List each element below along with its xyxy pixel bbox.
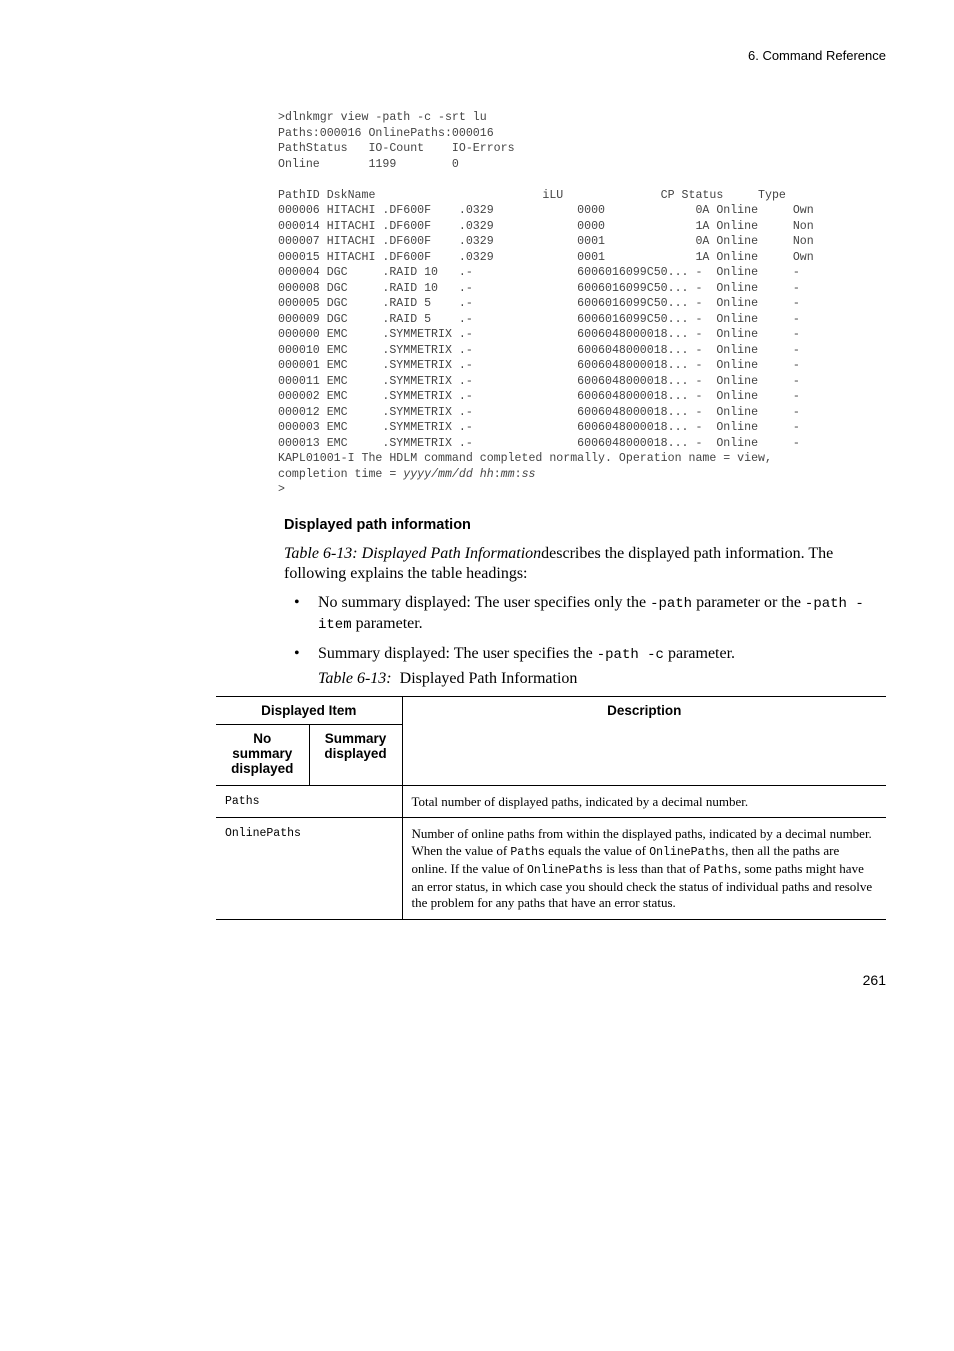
description-cell: Total number of displayed paths, indicated by a decimal number. [402,786,886,818]
bullet-icon: • [294,645,300,662]
code-line: >dlnkmgr view -path -c -srt lu [278,111,487,124]
code-line: 000001 EMC .SYMMETRIX .- 6006048000018... - Online - [278,359,800,372]
code-line [278,172,814,188]
item-cell: OnlinePaths [216,818,402,919]
code-line: 000010 EMC .SYMMETRIX .- 6006048000018... - Online - [278,343,800,357]
section-heading: Displayed path information [284,517,471,533]
bullet-list [294,593,884,674]
code-line: 000008 DGC .RAID 10 .- 6006016099C50... - Online - [278,281,800,295]
completion-prefix: completion time = [278,467,404,481]
header-no-summary: No summary displayed [216,725,309,786]
bullet-code: -path -c [596,647,664,663]
description-text: Number of online paths from within the displayed paths, indicated by a decimal number. When the value of [411,826,872,858]
bullet-text: parameter. [351,615,423,632]
completion-colon: : [493,467,501,481]
table-caption [318,670,577,688]
list-item [294,593,884,635]
code-line: 000013 EMC .SYMMETRIX .- 6006048000018... - Online - [278,436,800,450]
table-row [216,786,886,818]
completion-time-line [278,467,814,483]
code-line: 000005 DGC .RAID 5 .- 6006016099C50... - Online - [278,297,800,310]
code-line: Online 1199 0 [278,157,459,171]
bullet-text: No summary displayed: The user specifies only the [318,594,651,611]
table-reference-link[interactable]: Table 6-13: Displayed Path Information [284,545,542,562]
code-line: 000006 HITACHI .DF600F .0329 0000 0A Online Own [278,204,814,217]
bullet-text: Summary displayed: The user specifies the [318,645,597,662]
completion-mm: mm [500,467,515,481]
page-number: 261 [862,972,886,988]
description-text: is less than that of [602,860,704,876]
completion-ss: ss [521,467,536,481]
description-text: , some paths might have an error status, in which case you should check the status of individual paths and resolve the problem for any paths that have an error status. [411,860,873,911]
code-line: PathID DskName iLU CP Status Type [278,188,786,202]
bullet-icon: • [294,594,300,611]
description-text: , then all the paths are online. If the value of [411,842,840,876]
code-line: 000014 HITACHI .DF600F .0329 0000 1A Online Non [278,219,814,233]
description-text: equals the value of [544,842,650,858]
completion-colon: : [514,467,522,481]
table-row [216,818,886,919]
completion-space [473,468,480,481]
completion-date: yyyy/mm/dd [403,467,473,481]
table-header-row [216,697,886,725]
code-line: 000011 EMC .SYMMETRIX .- 6006048000018... - Online - [278,374,800,388]
description-code: OnlinePaths [649,845,726,859]
item-cell: Paths [216,786,402,818]
description-cell [402,818,886,919]
description-code: Paths [703,863,738,877]
code-line: 000007 HITACHI .DF600F .0329 0001 0A Online Non [278,235,814,248]
bullet-code: -path -item [318,596,864,633]
code-line: PathStatus IO-Count IO-Errors [278,142,515,155]
code-line: 000000 EMC .SYMMETRIX .- 6006048000018... - Online - [278,328,800,341]
intro-paragraph [284,544,884,584]
description-code: Paths [510,845,545,859]
bullet-text: parameter. [663,645,736,662]
prompt-line: > [278,483,285,496]
code-line: Paths:000016 OnlinePaths:000016 [278,126,494,140]
code-line: 000009 DGC .RAID 5 .- 6006016099C50... - Online - [278,312,800,326]
bullet-text: parameter or the [692,594,805,611]
list-item [294,644,884,665]
code-line: 000002 EMC .SYMMETRIX .- 6006048000018... - Online - [278,390,800,403]
header-displayed-item: Displayed Item [216,697,402,725]
table-caption-label: Table 6-13: [318,670,392,687]
header-summary: Summary displayed [309,725,402,786]
command-output-block [278,110,814,498]
table-caption-title: Displayed Path Information [391,670,578,687]
running-header: 6. Command Reference [747,48,886,63]
header-description: Description [402,697,886,786]
code-line: 000012 EMC .SYMMETRIX .- 6006048000018... - Online - [278,405,800,419]
description-code: OnlinePaths [527,863,603,877]
displayed-path-information-table [216,696,886,920]
code-line: 000015 HITACHI .DF600F .0329 0001 1A Online Own [278,250,814,264]
intro-text: describes the displayed path information. The following explains the table headings: [284,545,834,582]
code-line: KAPL01001-I The HDLM command completed normally. Operation name = view, [278,452,772,465]
bullet-code: -path [650,596,693,612]
code-line: 000003 EMC .SYMMETRIX .- 6006048000018... - Online - [278,421,800,434]
code-line: 000004 DGC .RAID 10 .- 6006016099C50... - Online - [278,266,800,279]
completion-hh: hh [479,467,494,481]
